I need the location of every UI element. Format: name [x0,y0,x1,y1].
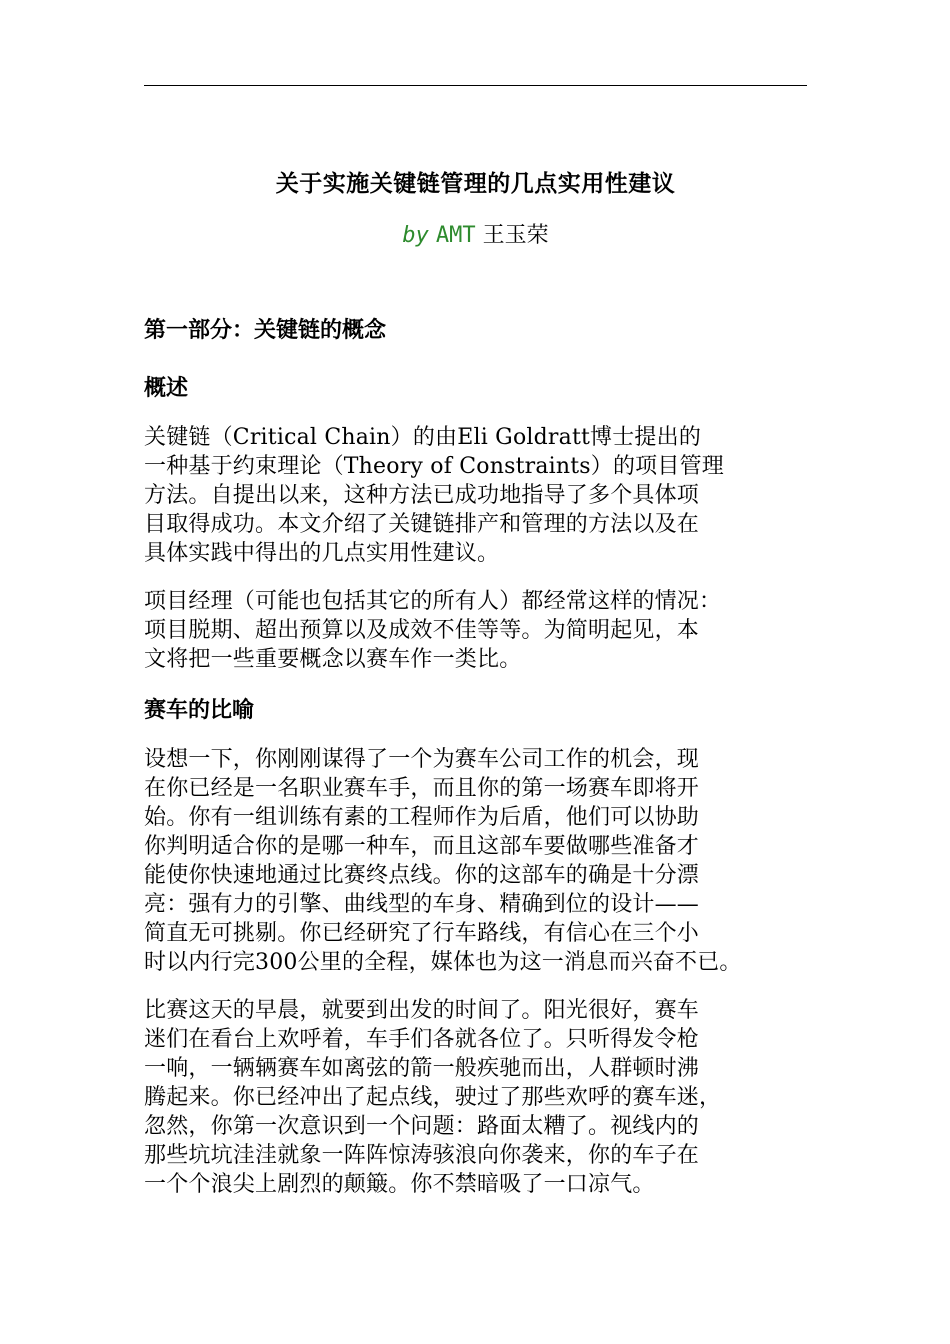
race-paragraph-2 [144,996,834,1199]
paragraph-line: 项目脱期、超出预算以及成效不佳等等。为简明起见，本 [144,618,700,643]
byline-by: by [402,223,429,248]
paragraph-line: 始。你有一组训练有素的工程师作为后盾，他们可以协助 [144,805,700,830]
overview-paragraph-1 [144,423,834,568]
byline-author: 王玉荣 [482,223,549,248]
paragraph-line: 能使你快速地通过比赛终点线。你的这部车的确是十分漂 [144,863,700,888]
byline [144,220,807,252]
paragraph-line: 腾起来。你已经冲出了起点线，驶过了那些欢呼的赛车迷， [144,1085,722,1110]
paragraph-line: 忽然，你第一次意识到一个问题：路面太糟了。视线内的 [144,1114,700,1139]
paragraph-line: 时以内行完300公里的全程，媒体也为这一消息而兴奋不已。 [144,950,742,975]
paragraph-line: 亮：强有力的引擎、曲线型的车身、精确到位的设计—— [144,892,700,917]
section-race-heading: 赛车的比喻 [144,697,255,723]
overview-paragraph-2 [144,587,834,674]
paragraph-line: 一个个浪尖上剧烈的颠簸。你不禁暗吸了一口凉气。 [144,1172,655,1197]
header-rule [144,85,807,86]
paragraph-line: 具体实践中得出的几点实用性建议。 [144,541,500,566]
paragraph-line: 迷们在看台上欢呼着，车手们各就各位了。只听得发令枪 [144,1027,700,1052]
paragraph-line: 方法。自提出以来，这种方法已成功地指导了多个具体项 [144,483,700,508]
paragraph-line: 在你已经是一名职业赛车手，而且你的第一场赛车即将开 [144,776,700,801]
paragraph-line: 简直无可挑剔。你已经研究了行车路线，有信心在三个小 [144,921,700,946]
paragraph-line: 设想一下，你刚刚谋得了一个为赛车公司工作的机会，现 [144,747,700,772]
race-paragraph-1 [144,745,834,977]
paragraph-line: 目取得成功。本文介绍了关键链排产和管理的方法以及在 [144,512,700,537]
paragraph-line: 你判明适合你的是哪一种车，而且这部车要做哪些准备才 [144,834,700,859]
section-overview-heading: 概述 [144,375,189,401]
paragraph-line: 比赛这天的早晨，就要到出发的时间了。阳光很好，赛车 [144,998,700,1023]
paragraph-line: 文将把一些重要概念以赛车作一类比。 [144,647,522,672]
paragraph-line: 那些坑坑洼洼就象一阵阵惊涛骇浪向你袭来，你的车子在 [144,1143,700,1168]
paragraph-line: 一响，一辆辆赛车如离弦的箭一般疾驰而出，人群顿时沸 [144,1056,700,1081]
document-title: 关于实施关键链管理的几点实用性建议 [275,170,676,197]
paragraph-line: 关键链（Critical Chain）的由Eli Goldratt博士提出的 [144,425,702,450]
paragraph-line: 项目经理（可能也包括其它的所有人）都经常这样的情况： [144,589,722,614]
byline-org: AMT [435,223,476,248]
document-body [144,313,834,1218]
paragraph-line: 一种基于约束理论（Theory of Constraints）的项目管理 [144,454,724,479]
part1-heading: 第一部分：关键链的概念 [144,317,387,343]
